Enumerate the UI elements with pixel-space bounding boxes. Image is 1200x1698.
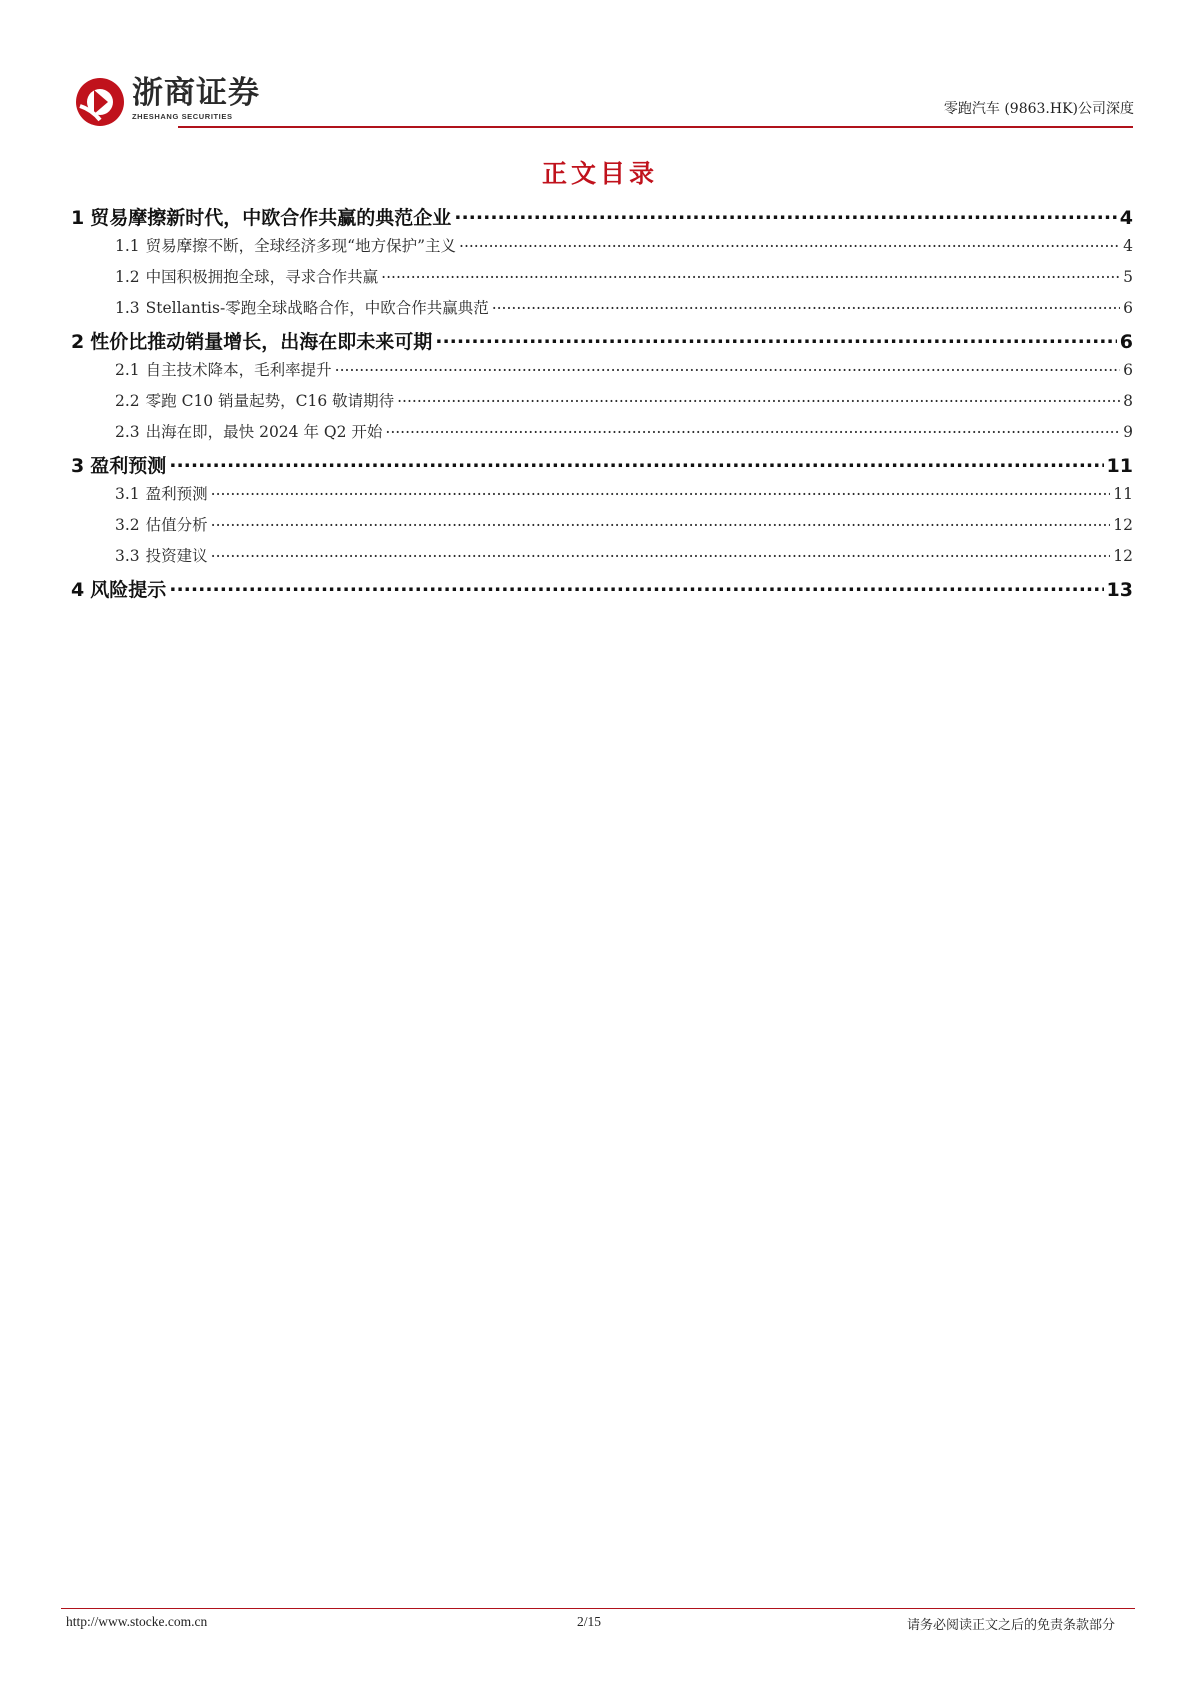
toc-leader-dots xyxy=(459,236,1120,252)
toc-entry[interactable] xyxy=(71,234,1133,265)
toc-entry-number: 2.1 xyxy=(115,361,140,379)
toc-entry-page: 12 xyxy=(1113,516,1133,534)
toc-entry-text: 盈利预测 xyxy=(145,485,208,503)
toc-entry[interactable] xyxy=(71,575,1133,606)
toc-entry-page: 9 xyxy=(1123,423,1133,441)
logo-english-name: ZHESHANG SECURITIES xyxy=(132,112,233,121)
toc-entry-number: 2 xyxy=(71,331,85,353)
toc-entry-number: 4 xyxy=(71,579,85,601)
toc-entry-page: 4 xyxy=(1123,237,1133,255)
toc-entry-number: 1.2 xyxy=(115,268,140,286)
toc-leader-dots xyxy=(211,546,1111,562)
toc-entry-page: 8 xyxy=(1123,392,1133,410)
toc-entry-number: 3.2 xyxy=(115,516,140,534)
toc-entry-text: Stellantis-零跑全球战略合作，中欧合作共赢典范 xyxy=(145,299,489,317)
toc-title: 正文目录 xyxy=(541,159,658,188)
toc-entry[interactable] xyxy=(71,358,1133,389)
toc-entry-text: 盈利预测 xyxy=(90,455,167,477)
toc-leader-dots xyxy=(169,577,1103,596)
toc-leader-dots xyxy=(454,205,1117,224)
toc-entry-number: 1.1 xyxy=(115,237,140,255)
toc-entry-number: 3 xyxy=(71,455,85,477)
toc-entry-number: 3.3 xyxy=(115,547,140,565)
header-divider xyxy=(178,126,1133,128)
toc-leader-dots xyxy=(492,298,1120,314)
logo-chinese-name: 浙商证券 xyxy=(132,75,260,111)
toc-entry-number: 1 xyxy=(71,207,85,229)
toc-entry[interactable] xyxy=(71,420,1133,451)
toc-entry-text: 零跑 C10 销量起势，C16 敬请期待 xyxy=(145,392,395,410)
toc-leader-dots xyxy=(385,422,1120,438)
report-tag: 零跑汽车 (9863.HK)公司深度 xyxy=(943,101,1134,117)
toc-entry-text: 自主技术降本，毛利率提升 xyxy=(145,361,332,379)
toc-entry-text: 中国积极拥抱全球，寻求合作共赢 xyxy=(145,268,379,286)
toc-leader-dots xyxy=(435,329,1117,348)
table-of-contents xyxy=(71,203,1133,606)
toc-entry[interactable] xyxy=(71,482,1133,513)
page-number: 2/15 xyxy=(577,1614,602,1629)
toc-entry-number: 3.1 xyxy=(115,485,140,503)
toc-entry-page: 11 xyxy=(1113,485,1133,503)
toc-entry-page: 4 xyxy=(1119,207,1133,229)
page-header xyxy=(74,76,1134,128)
toc-leader-dots xyxy=(397,391,1120,407)
website-link[interactable]: http://www.stocke.com.cn xyxy=(66,1614,208,1629)
toc-entry[interactable] xyxy=(71,389,1133,420)
toc-entry-text: 贸易摩擦不断，全球经济多现“地方保护”主义 xyxy=(145,237,457,255)
toc-leader-dots xyxy=(381,267,1120,283)
toc-entry-page: 12 xyxy=(1113,547,1133,565)
toc-entry-page: 5 xyxy=(1123,268,1133,286)
toc-leader-dots xyxy=(211,515,1111,531)
toc-entry[interactable] xyxy=(71,451,1133,482)
toc-entry-text: 投资建议 xyxy=(145,547,208,565)
toc-entry-text: 出海在即，最快 2024 年 Q2 开始 xyxy=(145,423,383,441)
toc-entry-text: 性价比推动销量增长，出海在即未来可期 xyxy=(90,331,433,353)
footer-divider xyxy=(61,1608,1135,1609)
zheshang-logo-icon xyxy=(74,76,126,128)
toc-entry[interactable] xyxy=(71,296,1133,327)
toc-entry-text: 贸易摩擦新时代，中欧合作共赢的典范企业 xyxy=(90,207,452,229)
company-logo xyxy=(74,76,260,128)
toc-entry-text: 风险提示 xyxy=(90,579,167,601)
toc-leader-dots xyxy=(169,453,1103,472)
disclaimer-note: 请务必阅读正文之后的免责条款部分 xyxy=(906,1618,1115,1633)
toc-entry-text: 估值分析 xyxy=(145,516,208,534)
toc-entry[interactable] xyxy=(71,203,1133,234)
toc-entry[interactable] xyxy=(71,265,1133,296)
toc-entry-number: 2.3 xyxy=(115,423,140,441)
toc-entry-number: 1.3 xyxy=(115,299,140,317)
toc-entry[interactable] xyxy=(71,544,1133,575)
toc-entry-page: 6 xyxy=(1123,361,1133,379)
toc-entry[interactable] xyxy=(71,327,1133,358)
toc-entry-page: 11 xyxy=(1106,455,1133,477)
toc-leader-dots xyxy=(211,484,1111,500)
toc-entry-page: 13 xyxy=(1106,579,1133,601)
toc-entry-page: 6 xyxy=(1123,299,1133,317)
toc-leader-dots xyxy=(335,360,1120,376)
toc-entry-number: 2.2 xyxy=(115,392,140,410)
toc-entry-page: 6 xyxy=(1119,331,1133,353)
toc-entry[interactable] xyxy=(71,513,1133,544)
